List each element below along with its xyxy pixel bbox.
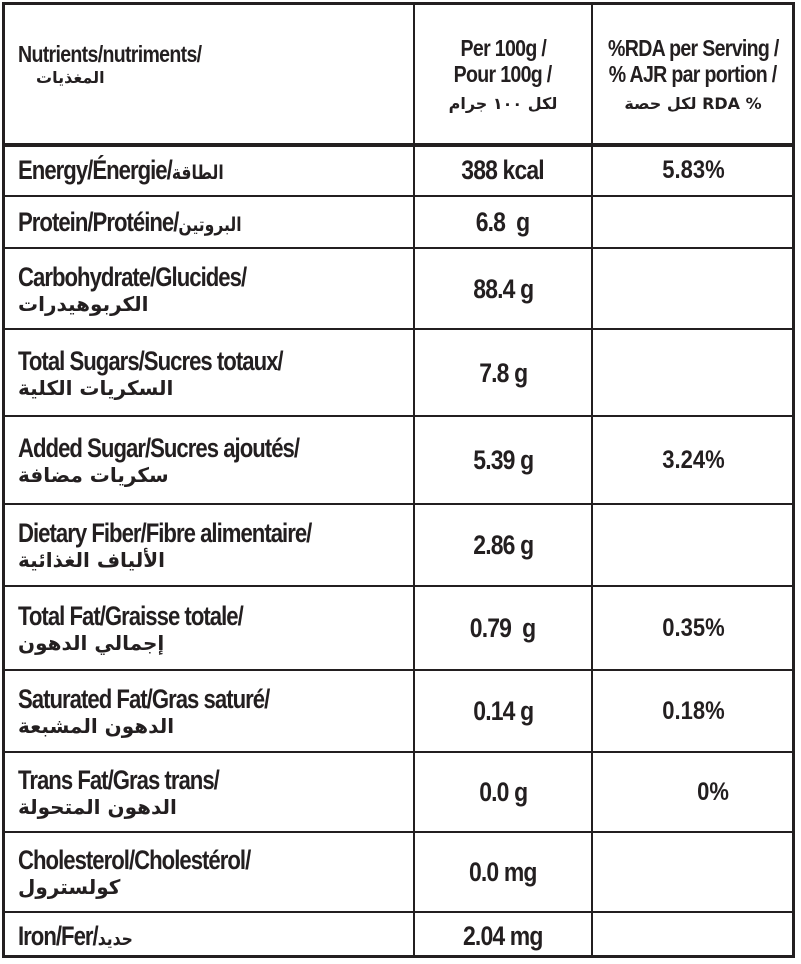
per100-cell (415, 833, 591, 911)
nutrient-value: 0.0 mg (469, 857, 537, 887)
nutrient-name: Saturated Fat/Gras saturé/ (18, 684, 270, 714)
nutrient-name-arabic: الكربوهيدرات (18, 291, 149, 316)
per100-cell (415, 913, 591, 958)
nutrient-name: Iron/Fer/حديد (18, 920, 133, 951)
rda-cell (593, 753, 793, 831)
table-row-added-sugar (5, 417, 792, 503)
rda-cell (593, 587, 793, 669)
per100-cell (415, 417, 591, 503)
nutrient-name-arabic: البروتين (178, 214, 242, 236)
rda-cell (593, 505, 793, 585)
nutrient-name-cell (18, 671, 413, 751)
rda-cell (593, 417, 793, 503)
rda-cell (593, 833, 793, 911)
header-row (5, 5, 792, 143)
nutrient-name: Trans Fat/Gras trans/ (18, 765, 219, 795)
nutrient-value: 0.14 g (473, 696, 533, 726)
nutrient-name-cell (18, 197, 413, 247)
nutrient-name: Energy/Énergie/الطاقة (18, 155, 224, 185)
nutrient-name-cell (18, 587, 413, 669)
nutrient-name-arabic: الألياف الغذائية (18, 548, 165, 572)
nutrient-name-arabic: حديد (97, 927, 133, 950)
rda-cell (593, 145, 793, 195)
nutrient-name-cell (18, 249, 413, 328)
nutrient-name-cell (18, 913, 413, 958)
nutrient-name: Protein/Protéine/البروتين (18, 207, 242, 237)
table-row-total-sugars (5, 330, 792, 415)
rda-value: 0.35% (661, 614, 725, 642)
nutrient-name: Carbohydrate/Glucides/ (18, 261, 247, 292)
table-row-saturated-fat (5, 671, 792, 751)
nutrient-name-arabic: الدهون المشبعة (18, 714, 175, 738)
rda-value: 5.83% (661, 156, 725, 184)
nutrient-name-cell (18, 753, 413, 831)
rda-cell (593, 249, 793, 328)
rda-cell (593, 671, 793, 751)
rda-value: 3.24% (661, 446, 725, 474)
header-nutrients-label: Nutrients/nutriments/ (18, 41, 202, 67)
nutrient-value: 0.79 g (470, 613, 536, 643)
per100-cell (415, 145, 591, 195)
nutrient-name: Dietary Fiber/Fibre alimentaire/ (18, 518, 312, 548)
rda-cell (593, 197, 793, 247)
nutrient-value: 0.0 g (478, 777, 528, 807)
per100-cell (415, 330, 591, 415)
rda-value: 0% (697, 778, 729, 806)
per100-cell (415, 505, 591, 585)
nutrient-name-arabic: سكريات مضافة (18, 463, 169, 487)
nutrient-name-cell (18, 417, 413, 503)
table-row-carbohydrate (5, 249, 792, 328)
table-row-dietary-fiber (5, 505, 792, 585)
nutrient-value: 2.86 g (473, 530, 533, 560)
table-row-iron (5, 913, 792, 958)
rda-cell (593, 330, 793, 415)
table-row-trans-fat (5, 753, 792, 831)
rda-value: 0.18% (661, 697, 725, 725)
header-per100-arabic: لكل ١٠٠ جرام (448, 94, 558, 113)
nutrient-name-arabic: الطاقة (171, 162, 224, 184)
header-rda-line1: %RDA per Serving / (607, 35, 779, 61)
nutrient-value: 5.39 g (473, 445, 533, 475)
nutrient-name: Cholesterol/Cholestérol/ (18, 845, 251, 875)
nutrient-value: 7.8 g (478, 357, 528, 388)
nutrient-name-cell (18, 330, 413, 415)
nutrient-name-cell (18, 833, 413, 911)
table-row-total-fat (5, 587, 792, 669)
table-row-protein (5, 197, 792, 247)
nutrient-name-arabic: الدهون المتحولة (18, 795, 177, 819)
per100-cell (415, 671, 591, 751)
header-rda-cell (593, 5, 793, 143)
table-row-cholesterol (5, 833, 792, 911)
header-nutrients-cell (18, 5, 413, 143)
nutrient-name: Total Fat/Graisse totale/ (18, 601, 243, 631)
header-rda-arabic: لكل حصة RDA % (624, 94, 762, 113)
header-per100-line1: Per 100g / (460, 35, 546, 61)
header-per100-cell (415, 5, 591, 143)
per100-cell (415, 587, 591, 669)
header-nutrients-arabic: المغذيات (36, 68, 105, 87)
nutrient-name-arabic: إجمالي الدهون (18, 631, 165, 655)
nutrient-name: Total Sugars/Sucres totaux/ (18, 345, 283, 376)
per100-cell (415, 753, 591, 831)
per100-cell (415, 249, 591, 328)
nutrient-name-arabic: السكريات الكلية (18, 375, 174, 400)
nutrition-facts-table (2, 2, 795, 958)
table-row-energy (5, 145, 792, 195)
nutrient-name-arabic: كولسترول (18, 875, 121, 899)
nutrient-name-cell (18, 145, 413, 195)
nutrient-name: Added Sugar/Sucres ajoutés/ (18, 433, 300, 463)
nutrient-value: 88.4 g (473, 273, 533, 304)
nutrient-value: 6.8 g (476, 207, 530, 237)
nutrient-value: 388 kcal (461, 155, 545, 185)
header-rda-line2: % AJR par portion / (609, 61, 777, 87)
nutrient-value: 2.04 mg (463, 920, 543, 951)
per100-cell (415, 197, 591, 247)
rda-cell (593, 913, 793, 958)
nutrient-name-cell (18, 505, 413, 585)
header-per100-line2: Pour 100g / (454, 61, 552, 87)
